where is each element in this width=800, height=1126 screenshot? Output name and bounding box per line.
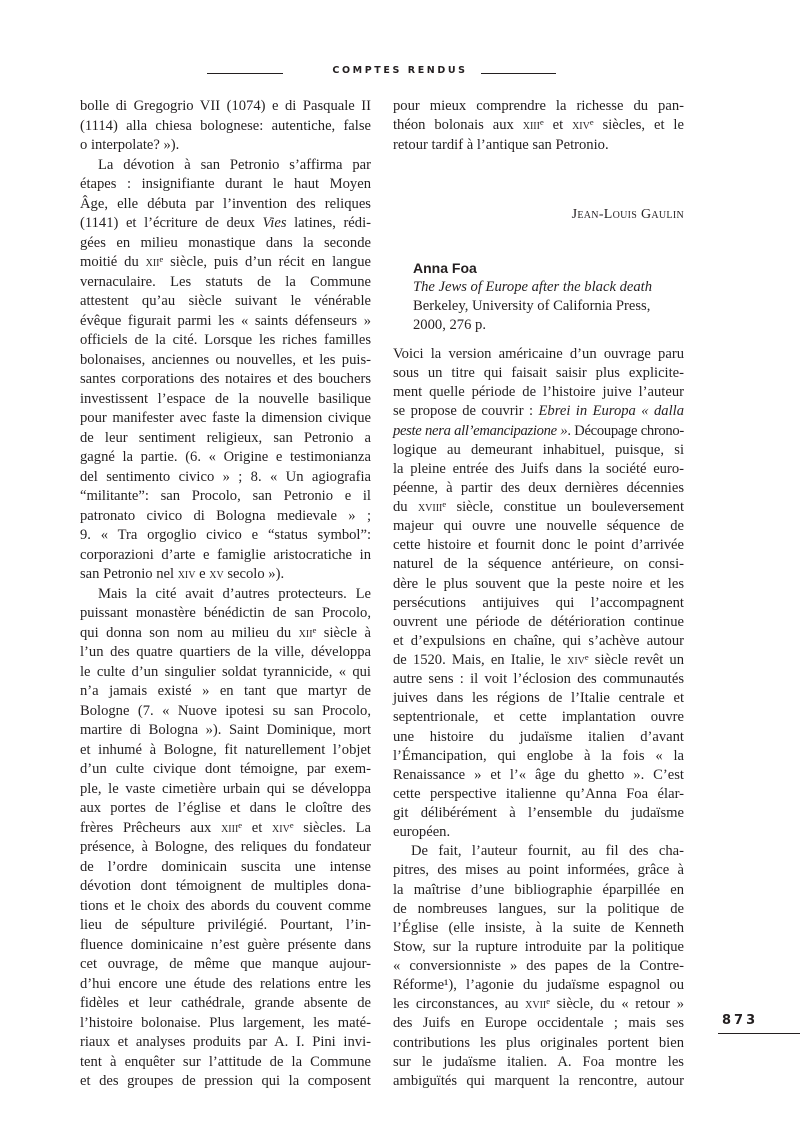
text-line: moitié du xiiᵉ siècle, puis d’un récit en langue [80, 254, 371, 270]
text-line: sur le judaïsme italien. A. Foa montre les [393, 1053, 684, 1070]
roman-numeral: xiii [221, 819, 239, 836]
text-line: retour tardif à l’antique san Petronio. [393, 136, 609, 153]
italic-text: peste nera all’emancipazione » [393, 422, 568, 439]
text-line: l’un des quatre quartiers de la ville, développa [80, 644, 371, 660]
text-line: l’histoire bolonaise. Plus largement, les maté- [80, 1014, 371, 1031]
roman-numeral: xii [145, 254, 160, 270]
text-line: l’Église (elle insiste, à la suite de Kenneth [393, 919, 684, 936]
text-line: évêque figurait parmi les « saints défenseurs » [80, 312, 371, 329]
page-number-rule [718, 1033, 800, 1034]
text-line: pitres, des mises au point informées, grâce à [393, 862, 684, 879]
text-line: d’un culte civique dont témoigne, par exem- [80, 761, 371, 777]
text-line: investissent l’espace de la nouvelle basilique [80, 390, 371, 407]
book-reference [413, 259, 693, 335]
text-line: lieu de sépulture privilégié. Pourtant, l’in- [80, 917, 371, 933]
roman-numeral: xiii [522, 117, 540, 134]
text-line: n’a jamais existé » en tant que martyr de [80, 683, 371, 699]
text-line: pour mieux comprendre la richesse du pan- [393, 98, 684, 114]
roman-numeral: xiv [272, 819, 290, 836]
text-line: ple, le vaste cimetière urbain qui se développa [80, 780, 371, 797]
text-line: dévotion dont témoignent de multiples dona- [80, 878, 371, 894]
text-line: De fait, l’auteur fournit, au fil des cha- [411, 843, 684, 860]
header-rule-right [481, 73, 556, 74]
text-line: (1114) alla chiesa bolognese: autentiche, false [80, 117, 371, 134]
text-line: bolle di Gregogrio VII (1074) e di Pasquale II [80, 98, 371, 114]
text-line: et d’expulsions en chaîne, qui s’achève autour [393, 632, 684, 649]
running-header: COMPTES RENDUS [332, 65, 468, 76]
text-line: Mais la cité avait d’autres protecteurs. Le [98, 585, 371, 602]
text-line: puissant monastère bénédictin de san Procolo, [80, 605, 371, 621]
text-line: patronato civico di Bologna medievale » ; [80, 507, 371, 524]
text-line: de 1520. Mais, en Italie, le xivᵉ siècle revêt un [393, 652, 684, 668]
text-line: européen. [393, 824, 451, 841]
text-line [80, 214, 371, 234]
text-line: la pleine entrée des Juifs dans la société euro- [393, 460, 684, 477]
text-line: juives dans les régions de l’Italie centrale et [393, 690, 684, 707]
book-author: Anna Foa [413, 260, 477, 276]
text-line: étapes : insignifiante durant le haut Moyen [80, 176, 371, 192]
page-number: 873 [722, 1013, 759, 1028]
text-line: d’hui encore une étude des relations entre les [80, 975, 371, 992]
text-line: aux portes de l’église et dans le cloître des [80, 800, 371, 816]
roman-numeral: xvii [525, 996, 547, 1013]
text-line: frères Prêcheurs aux xiiiᵉ et xivᵉ siècles. La [80, 819, 371, 836]
text-segment: (1141) et l’écriture de deux [80, 215, 263, 231]
text-line: dère le plus souvent que la peste noire et les [393, 575, 684, 592]
italic-text: Ebrei in Europa « dalla [538, 403, 684, 420]
text-line: présence, à Bologne, des reliques du fondateur [80, 839, 371, 855]
text-line: cet ouvrage, de même que manque aujour- [80, 956, 371, 972]
text-line: o interpolate? »). [80, 137, 180, 153]
text-line: des Juifs en Europe occidentale ; mais ses [393, 1015, 684, 1032]
text-line: Âge, elle débuta par l’invention des reliques [80, 195, 371, 212]
book-title: The Jews of Europe after the black death [413, 279, 652, 295]
review-signature: Jean-Louis Gaulin [571, 207, 684, 222]
text-segment: se propose de couvrir : [393, 403, 539, 420]
roman-numeral: xiv [567, 652, 585, 668]
text-line: péenne, à partir des deux dernières décennies [393, 479, 684, 496]
text-line: Renaissance » et l’« âge du ghetto ». C’est [393, 766, 684, 783]
text-line: Bologne (7. « Nuove ipotesi su san Procolo, [80, 702, 371, 719]
text-line: fidèles et leur cathédrale, grande absente de [80, 995, 371, 1011]
italic-text: Vies [262, 215, 287, 231]
roman-numeral: xii [298, 624, 313, 641]
text-line: sous un titre qui faisait saisir plus explicite- [393, 365, 684, 382]
text-line: Réforme¹), l’agonie du judaïsme espagnol ou [393, 977, 684, 994]
text-line: santes corporations des notaires et des bouchers [80, 371, 371, 387]
text-segment: . Découpage chrono- [567, 422, 684, 439]
text-line: le culte d’un singulier soldat tyrannicide, « qui [80, 663, 371, 680]
text-line: bolonaises, anciennes ou nouvelles, et les puis- [80, 351, 371, 368]
right-column-review-end [393, 97, 684, 155]
text-line: ment quelle période de l’histoire juive l’auteur [393, 384, 684, 401]
text-line: 9. « Tra orgoglio civico e “status symbol”: [80, 527, 371, 543]
text-line: san Petronio nel xiv e xv secolo »). [80, 566, 285, 582]
text-line: git délibérément à l’ensemble du judaïsme [393, 805, 684, 821]
book-publisher: Berkeley, University of California Press, [413, 298, 651, 314]
text-line: les circonstances, au xviiᵉ siècle, du « retour » [393, 996, 685, 1013]
text-line: de nombreuses langues, sur la politique de [393, 900, 684, 917]
text-line: persécutions antijuives qui l’accompagnent [393, 594, 684, 611]
roman-numeral: xviii [417, 499, 443, 515]
text-line: naturel de la séquence antérieure, on consi- [393, 556, 684, 573]
text-line [393, 422, 684, 441]
text-line: vernaculaire. Les statuts de la Commune [80, 273, 371, 290]
text-line: fluence dominicaine n’est guère présente dans [80, 936, 371, 953]
text-line: ouvrent une période de détérioration continue [393, 613, 684, 630]
text-line: logique au demeurant inhabituel, puisque, si [393, 441, 684, 458]
text-line: “militante”: san Procolo, san Petronio e il [80, 488, 371, 504]
text-line: pour manifester avec faste la dimension civique [80, 410, 371, 426]
text-line: riaux et analyses produits par A. I. Pini invi- [80, 1034, 371, 1050]
text-line: une histoire du judaïsme italien d’avant [393, 728, 684, 745]
text-line: ambiguïtés qui marquent la rencontre, autour [393, 1072, 684, 1089]
text-line: Voici la version américaine d’un ouvrage paru [393, 346, 684, 362]
text-line: corporazioni d’arte e famiglie aristocratiche in [80, 546, 371, 563]
text-line: de l’ordre dominicain suscita une intense [80, 858, 371, 875]
left-column [80, 97, 371, 1092]
text-line: et inhumé à Bologne, fit naturellement l’objet [80, 741, 371, 758]
text-line: Stow, sur la rupture introduite par la politique [393, 938, 684, 955]
text-line: attestent qu’au siècle suivant le vénérable [80, 293, 371, 309]
text-line: cette perspective italienne qu’Anna Foa élar- [393, 785, 684, 802]
text-line: majeur qui ouvre une nouvelle séquence de [393, 518, 684, 535]
text-segment: latines, rédi- [286, 215, 371, 231]
text-line: septentrionale, et cette implantation ouvre [393, 709, 684, 726]
text-line: gagné la partie. (6. « Origine e testimonianza [80, 449, 371, 465]
text-line: tions et le choix des abords du couvent comme [80, 897, 371, 914]
book-details: 2000, 276 p. [413, 317, 486, 333]
roman-numeral: xiv [572, 117, 590, 134]
text-line: du xviiiᵉ siècle, constitue un bouleversement [393, 499, 684, 515]
text-line: et des groupes de pression qui la composent [80, 1073, 371, 1089]
text-line: La dévotion à san Petronio s’affirma par [98, 156, 371, 173]
text-line [393, 402, 684, 421]
text-line: « conversionniste » des papes de la Contre- [393, 958, 684, 974]
text-line: martire di Bologna »). Saint Dominique, mort [80, 722, 371, 738]
text-line: del sentimento civico » ; 8. « Un agiografia [80, 468, 371, 485]
text-line: gées en milieu monastique dans la seconde [80, 234, 371, 251]
text-line: la maîtrise d’une bibliographie éparpillée en [393, 881, 684, 898]
text-line: cette histoire et fournit donc le point d’arrivée [393, 537, 684, 554]
roman-numeral: xiv [177, 566, 196, 582]
roman-numeral: xv [209, 566, 224, 582]
text-line: théon bolonais aux xiiiᵉ et xivᵉ siècles, et le [393, 117, 684, 134]
text-line: qui donna son nom au milieu du xiiᵉ siècle à [80, 624, 371, 641]
text-line: officiels de la cité. Lorsque les riches familles [80, 332, 371, 348]
text-line: l’Émancipation, qui englobe à la fois « la [393, 747, 684, 764]
right-column-review-body [393, 345, 684, 1091]
text-line: de leur sentiment religieux, san Petronio a [80, 429, 371, 446]
text-line: contributions les plus originales portent bien [393, 1034, 684, 1051]
text-line: autre sens : il voit l’éclosion des communautés [393, 671, 684, 688]
text-line: tent à enquêter sur l’attitude de la Commune [80, 1053, 371, 1070]
